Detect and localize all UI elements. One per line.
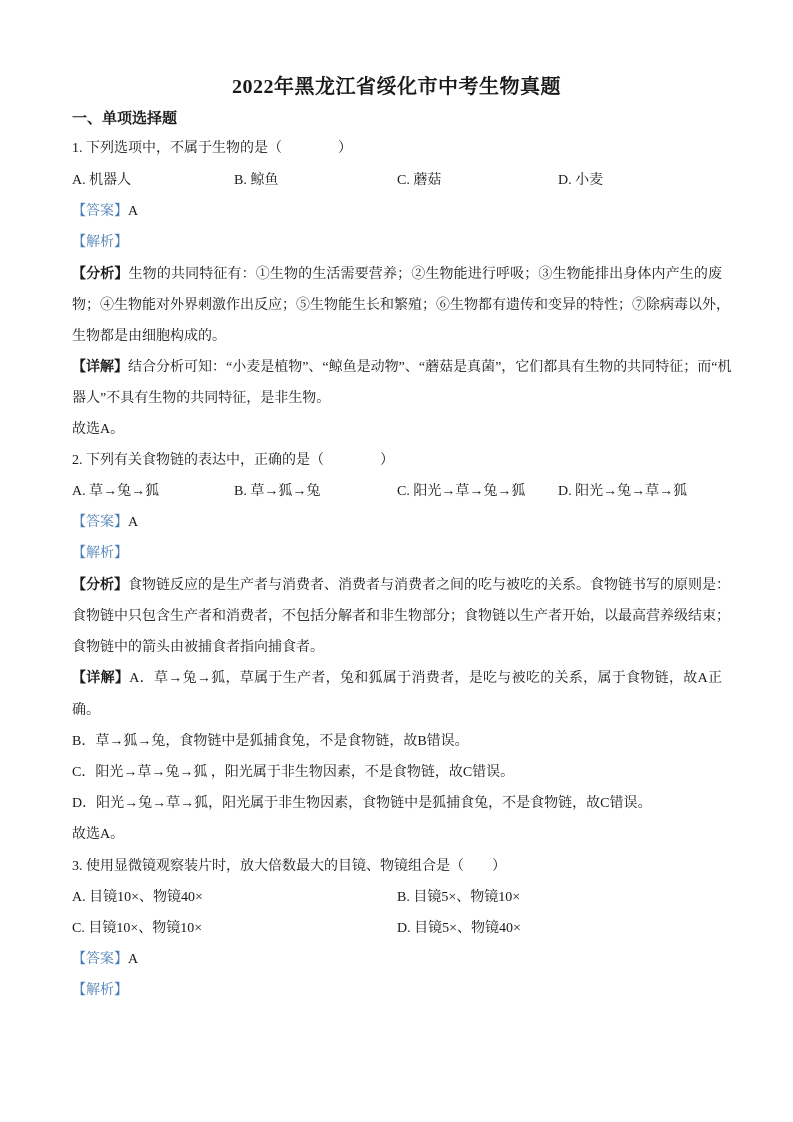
q2-option-a: A. 草→兔→狐 (72, 484, 160, 499)
section-heading: 一、单项选择题 (72, 111, 178, 127)
q2-option-b: B. 草→狐→兔 (234, 484, 321, 499)
q2-detail-c: C．阳光→草→兔→狐 ，阳光属于非生物因素，不是食物链，故C错误。 (72, 765, 515, 780)
q3-option-c: C. 目镜10×、物镜10× (72, 921, 203, 936)
answer-value: A (128, 952, 139, 967)
answer-tag: 【答案】 (72, 952, 128, 967)
q1-analysis-line-2: 物；④生物能对外界刺激作出反应；⑤生物能生长和繁殖；⑥生物都有遗传和变异的特性；⑦除病毒以外， (72, 298, 730, 313)
q2-detail-line-1: 【详解】A．草→兔→狐，草属于生产者，兔和狐属于消费者，是吃与被吃的关系，属于食物链，故A正 (72, 671, 723, 686)
q1-analysis-line-3: 生物都是由细胞构成的。 (72, 329, 226, 344)
question-1-stem: 1. 下列选项中，不属于生物的是（ ） (72, 141, 352, 156)
q2-detail-line-2: 确。 (72, 703, 100, 718)
q3-option-a: A. 目镜10×、物镜40× (72, 890, 203, 905)
answer-tag: 【答案】 (72, 204, 128, 219)
q1-option-d: D. 小麦 (558, 173, 604, 188)
q3-analysis-header: 【解析】 (72, 983, 128, 998)
answer-value: A (128, 515, 139, 530)
analysis-tag: 【分析】 (72, 578, 128, 593)
q1-answer (72, 203, 138, 221)
q2-detail-b: B．草→狐→兔，食物链中是狐捕食兔，不是食物链，故B错误。 (72, 734, 469, 749)
q1-analysis-line-1: 【分析】生物的共同特征有：①生物的生活需要营养；②生物能进行呼吸；③生物能排出身体内产生的废 (72, 267, 723, 282)
q1-option-c: C. 蘑菇 (397, 173, 442, 188)
q1-option-b: B. 鲸鱼 (234, 173, 279, 188)
q2-option-c: C. 阳光→草→兔→狐 (397, 484, 526, 499)
q2-option-d: D. 阳光→兔→草→狐 (558, 484, 688, 499)
q3-option-d: D. 目镜5×、物镜40× (397, 921, 521, 936)
q2-conclusion: 故选A。 (72, 827, 125, 842)
q1-option-a: A. 机器人 (72, 173, 132, 188)
document-title: 2022年黑龙江省绥化市中考生物真题 (232, 76, 561, 98)
detail-tag: 【详解】 (72, 671, 130, 686)
q2-analysis-line-2: 食物链中只包含生产者和消费者，不包括分解者和非生物部分；食物链以生产者开始，以最高营养级结束； (72, 609, 730, 624)
answer-tag: 【答案】 (72, 515, 128, 530)
q2-analysis-line-1: 【分析】食物链反应的是生产者与消费者、消费者与消费者之间的吃与被吃的关系。食物链书写的原则是： (72, 578, 730, 593)
q1-conclusion: 故选A。 (72, 422, 125, 437)
q1-detail-line-1: 【详解】结合分析可知：“小麦是植物”、“鲸鱼是动物”、“蘑菇是真菌”，它们都具有生物的共同特征；而“机 (72, 360, 732, 375)
q1-detail-line-2: 器人”不具有生物的共同特征，是非生物。 (72, 391, 331, 406)
question-3-stem: 3. 使用显微镜观察装片时，放大倍数最大的目镜、物镜组合是（ ） (72, 859, 506, 874)
q2-analysis-line-3: 食物链中的箭头由被捕食者指向捕食者。 (72, 640, 324, 655)
q3-answer (72, 951, 138, 969)
analysis-tag: 【分析】 (72, 267, 129, 282)
q2-analysis-header: 【解析】 (72, 546, 128, 561)
question-2-stem: 2. 下列有关食物链的表达中，正确的是（ ） (72, 453, 394, 468)
q2-answer (72, 514, 138, 532)
detail-tag: 【详解】 (72, 360, 128, 375)
answer-value: A (128, 204, 139, 219)
q2-detail-d: D．阳光→兔→草→狐，阳光属于非生物因素，食物链中是狐捕食兔，不是食物链，故C错误。 (72, 796, 652, 811)
q1-analysis-header: 【解析】 (72, 235, 128, 250)
q3-option-b: B. 目镜5×、物镜10× (397, 890, 521, 905)
